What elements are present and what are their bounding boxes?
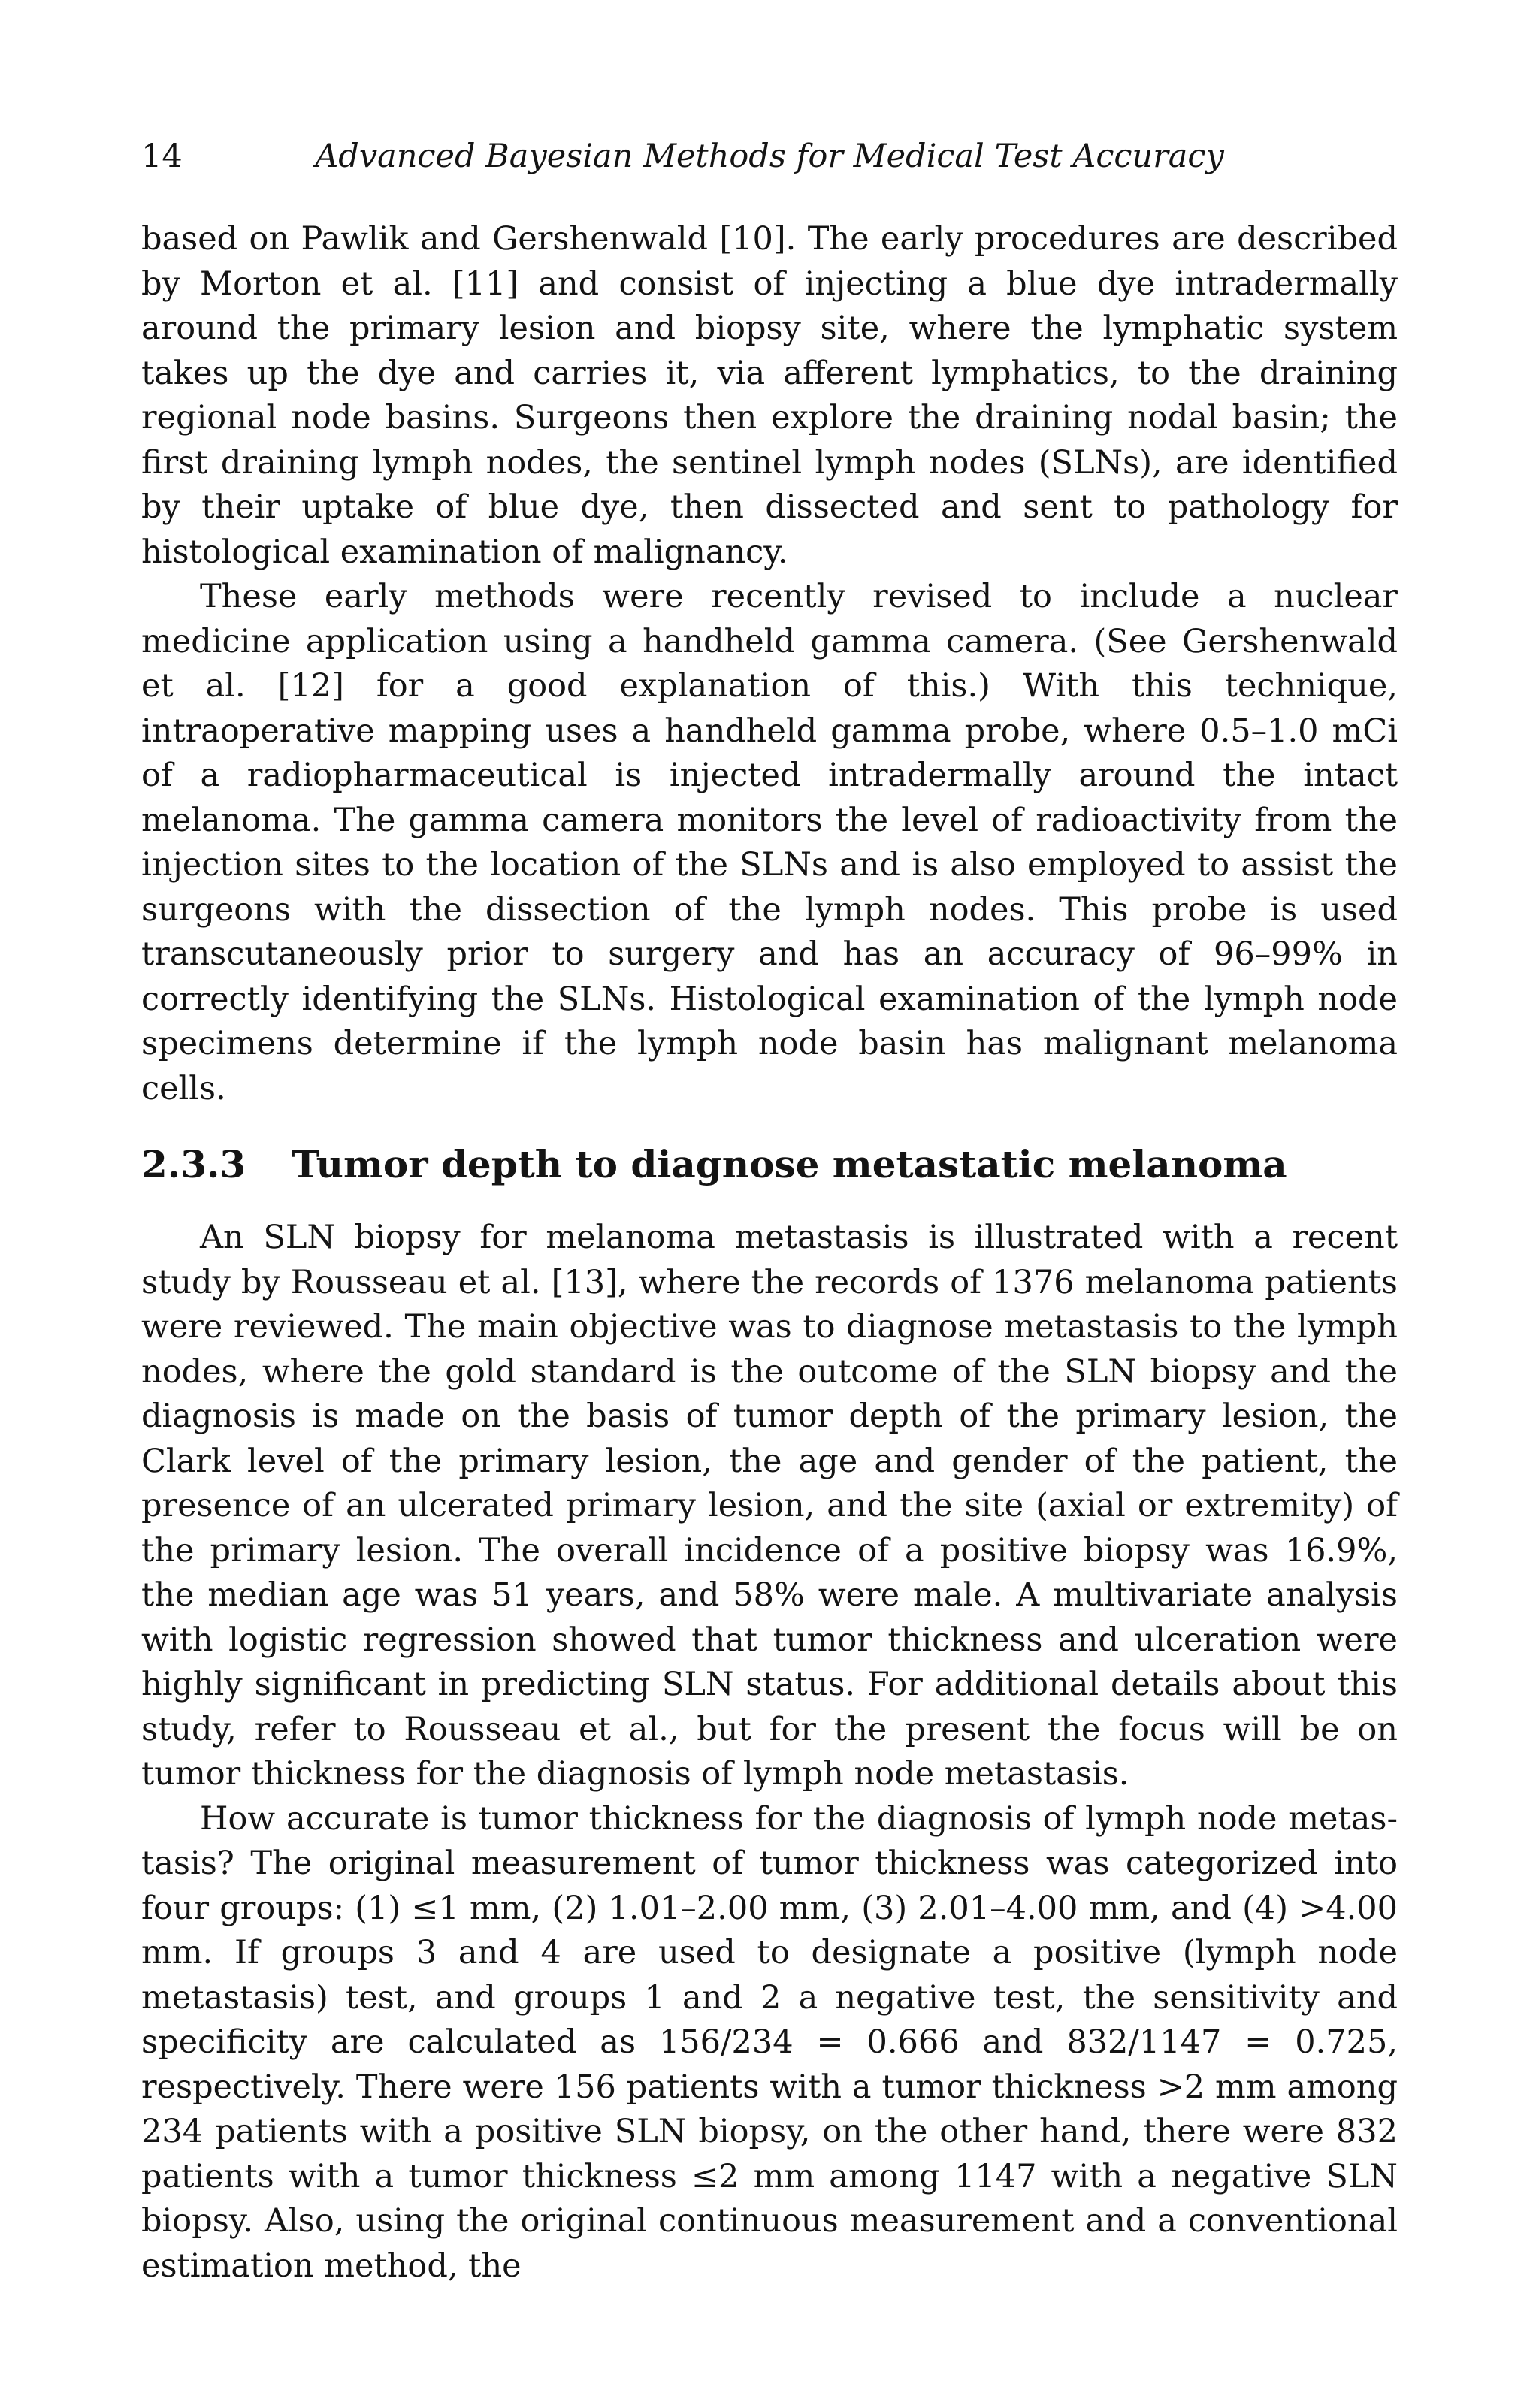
running-title: Advanced Bayesian Methods for Medical Test Accuracy (315, 137, 1224, 175)
running-head (141, 134, 1398, 179)
page-number: 14 (141, 137, 183, 175)
paragraph-gamma-camera: These early methods were recently revised to include a nuclear medicine application using a handheld gamma camera. (See Gershenwald et al. [12] for a good explanation of this.) With this technique, intraoperative mapping uses a handheld gamma probe, where 0.5–1.0 mCi of a radiopharmaceutical is injected intradermally around the intact melanoma. The gamma camera monitors the level of radioactivity from the injection sites to the location of the SLNs and is also employed to assist the surgeons with the dissection of the lymph nodes. This probe is used transcutaneously prior to surgery and has an accuracy of 96–99% in correctly identifying the SLNs. Histological examination of the lymph node specimens determine if the lymph node basin has malignant melanoma cells. (141, 578, 1398, 1107)
paragraph-rousseau-study: An SLN biopsy for melanoma metastasis is illustrated with a recent study by Rousseau et al. [13], where the records of 1376 melanoma patients were reviewed. The main objective was to diagnose metastasis to the lymph nodes, where the gold standard is the outcome of the SLN biopsy and the diagnosis is made on the basis of tumor depth of the primary lesion, the Clark level of the primary lesion, the age and gender of the patient, the presence of an ulcerated primary lesion, and the site (axial or extremity) of the primary lesion. The overall incidence of a positive biopsy was 16.9%, the median age was 51 years, and 58% were male. A multivariate analysis with logistic regression showed that tumor thickness and ulceration were highly significant in predicting SLN status. For additional details about this study, refer to Rousseau et al., but for the present the focus will be on tumor thickness for the diagnosis of lymph node metastasis. (141, 1219, 1398, 1793)
section-title: Tumor depth to diagnose metastatic melanoma (292, 1142, 1287, 1186)
body-text-after-section (141, 1216, 1398, 2289)
section-heading (141, 1141, 1398, 1189)
paragraph-sln-procedure: based on Pawlik and Gershenwald [10]. The early procedures are described by Morton et al. [11] and consist of injecting a blue dye intradermally around the primary lesion and biopsy site, where the lymphatic system takes up the dye and carries it, via afferent lymphatics, to the draining regional node basins. Surgeons then explore the draining nodal basin; the first draining lymph nodes, the sentinel lymph nodes (SLNs), are identified by their uptake of blue dye, then dissected and sent to pathology for histological examination of malignancy. (141, 220, 1398, 571)
paragraph-tumor-thickness-accuracy: How accurate is tumor thickness for the diagnosis of lymph node metastasis? The original measurement of tumor thickness was categorized into four groups: (1) ≤1 mm, (2) 1.01–2.00 mm, (3) 2.01–4.00 mm, and (4) >4.00 mm. If groups 3 and 4 are used to designate a positive (lymph node metastasis) test, and groups 1 and 2 a negative test, the sensitivity and specificity are calculated as 156/234 = 0.666 and 832/1147 = 0.725, respectively. There were 156 patients with a tumor thickness >2 mm among 234 patients with a positive SLN biopsy, on the other hand, there were 832 patients with a tumor thickness ≤2 mm among 1147 with a negative SLN biopsy. Also, using the original continuous measurement and a conventional estimation method, the (141, 1799, 1398, 2285)
body-text-before-section (141, 217, 1398, 1111)
section-number: 2.3.3 (141, 1142, 246, 1186)
